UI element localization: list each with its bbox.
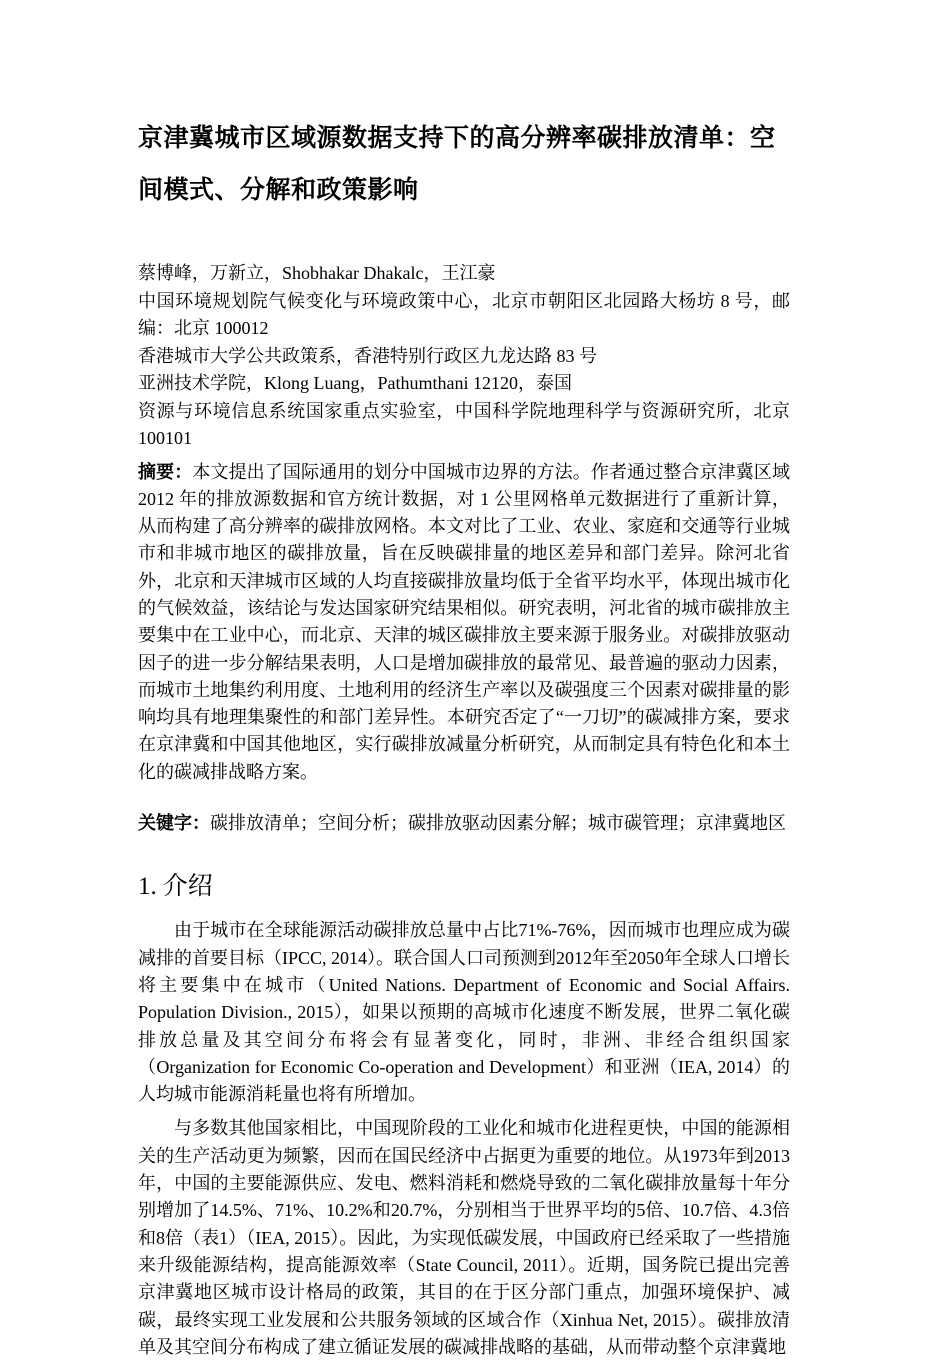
affiliation-line-3: 亚洲技术学院，Klong Luang，Pathumthani 12120，泰国 — [138, 373, 572, 393]
paper-title: 京津冀城市区域源数据支持下的高分辨率碳排放清单：空间模式、分解和政策影响 — [138, 124, 776, 204]
keywords-label: 关键字： — [138, 813, 210, 834]
affiliation-line-4: 资源与环境信息系统国家重点实验室，中国科学院地理科学与资源研究所，北京 100101 — [138, 400, 790, 448]
intro-paragraph-1: 由于城市在全球能源活动碳排放总量中占比71%-76%，因而城市也理应成为碳减排的首要目标（IPCC, 2014）。联合国人口司预测到2012年至2050年全球人口增长将主要集中在城市（United Nations. Department of Economic and Social Affairs. Population Division., 2015），如果以预期的高城市化速度不断发展，世界二氧化碳排放总量及其空间分布将会有显著变化，同时，非洲、非经合组织国家（Organization for Economic Co-operation and Development）和亚洲（IEA, 2014）的人均城市能源消耗量也将有所增加。 — [138, 920, 791, 1105]
section-number: 1. — [138, 873, 157, 901]
keywords-text: 碳排放清单；空间分析；碳排放驱动因素分解；城市碳管理；京津冀地区 — [210, 813, 786, 834]
authors-affiliations-block — [138, 260, 790, 453]
keywords-line — [138, 810, 790, 837]
abstract-label: 摘要： — [138, 461, 193, 482]
abstract-text: 本文提出了国际通用的划分中国城市边界的方法。作者通过整合京津冀区域 2012 年的排放源数据和官方统计数据，对 1 公里网格单元数据进行了重新计算，从而构建了高分辨率的碳排放网格。本文对比了工业、农业、家庭和交通等行业城市和非城市地区的碳排放量，旨在反映碳排量的地区差异和部门差异。除河北省外，北京和天津城市区域的人均直接碳排放量均低于全省平均水平，体现出城市化的气候效益，该结论与发达国家研究结果相似。研究表明，河北省的城市碳排放主要集中在工业中心，而北京、天津的城区碳排放主要来源于服务业。对碳排放驱动因子的进一步分解结果表明，人口是增加碳排放的最常见、最普遍的驱动力因素，而城市土地集约利用度、土地利用的经济生产率以及碳强度三个因素对碳排量的影响均具有地理集聚性的和部门差异性。本研究否定了“一刀切”的碳减排方案，要求在京津冀和中国其他地区，实行碳排放减量分析研究，从而制定具有特色化和本土化的碳减排战略方案。 — [138, 461, 790, 782]
section-heading-introduction — [138, 869, 790, 904]
section-title: 介绍 — [162, 872, 213, 901]
intro-paragraph-2: 与多数其他国家相比，中国现阶段的工业化和城市化进程更快，中国的能源相关的生产活动更为频繁，因而在国民经济中占据更为重要的地位。从1973年到2013年，中国的主要能源供应、发电、燃料消耗和燃烧导致的二氧化碳排放量每十年分别增加了14.5%、71%、10.2%和20.7%，分别相当于世界平均的5倍、10.7倍、4.3倍和8倍（表1）（IEA, 2015）。因此，为实现低碳发展，中国政府已经采取了一些措施来升级能源结构，提高能源效率（State Council, 2011）。近期，国务院已提出完善京津冀地区城市设计格局的政策，其目的在于区分部门重点，加强环境保护、减碳，最终实现工业发展和公共服务领域的区域合作（Xinhua Net, 2015）。碳排放清单及其空间分布构成了建立循证发展的碳减排战略的基础，从而带动整个京津冀地 — [138, 1118, 790, 1357]
affiliation-line-1: 中国环境规划院气候变化与环境政策中心，北京市朝阳区北园路大杨坊 8 号，邮编：北京 100012 — [138, 290, 790, 338]
authors-line: 蔡博峰，万新立，Shobhakar Dhakalc，王江豪 — [138, 263, 496, 283]
abstract-paragraph — [138, 459, 790, 787]
affiliation-line-2: 香港城市大学公共政策系，香港特别行政区九龙达路 83 号 — [138, 345, 597, 366]
